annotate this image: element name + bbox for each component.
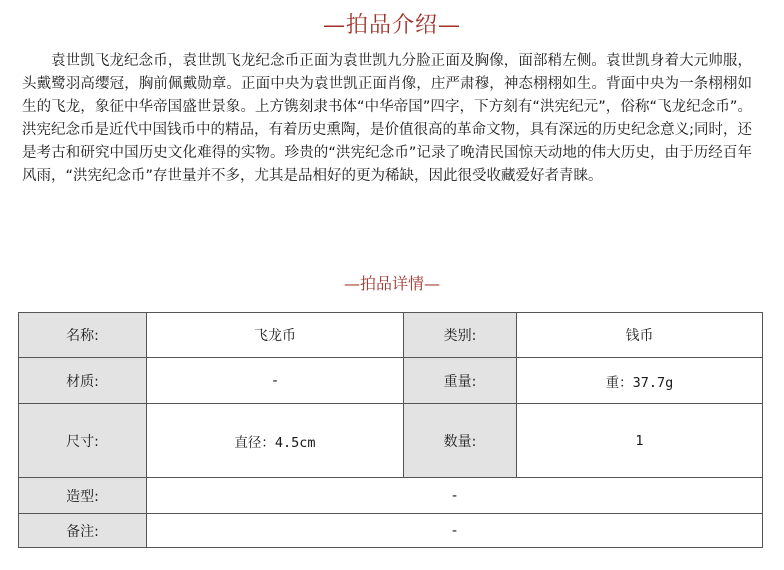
details-title: —拍品详情— <box>343 274 440 293</box>
intro-body: 袁世凯飞龙纪念币，袁世凯飞龙纪念币正面为袁世凯九分脸正面及胸像，面部稍左侧。袁世凯身着大元帅服，头戴鹭羽高缨冠，胸前佩戴勋章。正面中央为袁世凯正面肖像，庄严肃穆，神态栩栩如生。背面中央为一条栩栩如生的飞龙，象征中华帝国盛世景象。上方镌刻隶书体“中华帝国”四字，下方刻有“洪宪纪元”，俗称“飞龙纪念币”。洪宪纪念币是近代中国钱币中的精品，有着历史熏陶，是价值很高的革命文物，具有深远的历史纪念意义;同时，还是考古和研究中国历史文化难得的实物。珍贵的“洪宪纪念币”记录了晚清民国惊天动地的伟大历史，由于历经百年风雨，“洪宪纪念币”存世量并不多，尤其是品相好的更为稀缺，因此很受收藏爱好者青睐。 <box>22 53 752 184</box>
category-label: 类别: <box>404 313 517 358</box>
table-row <box>19 514 763 548</box>
quantity-label: 数量: <box>404 404 517 478</box>
shape-value: - <box>147 478 763 514</box>
weight-label: 重量: <box>404 358 517 404</box>
material-label: 材质: <box>19 358 147 404</box>
size-label: 尺寸: <box>19 404 147 478</box>
table-row <box>19 478 763 514</box>
intro-title: —拍品介绍— <box>322 13 461 38</box>
table-row <box>19 313 763 358</box>
details-table <box>18 312 763 548</box>
quantity-value: 1 <box>517 404 763 478</box>
table-row <box>19 404 763 478</box>
name-value: 飞龙币 <box>147 313 404 358</box>
size-value: 直径：4.5cm <box>147 404 404 478</box>
weight-value: 重：37.7g <box>517 358 763 404</box>
remark-label: 备注: <box>19 514 147 548</box>
table-row <box>19 358 763 404</box>
shape-label: 造型: <box>19 478 147 514</box>
category-value: 钱币 <box>517 313 763 358</box>
name-label: 名称: <box>19 313 147 358</box>
remark-value: - <box>147 514 763 548</box>
material-value: - <box>147 358 404 404</box>
